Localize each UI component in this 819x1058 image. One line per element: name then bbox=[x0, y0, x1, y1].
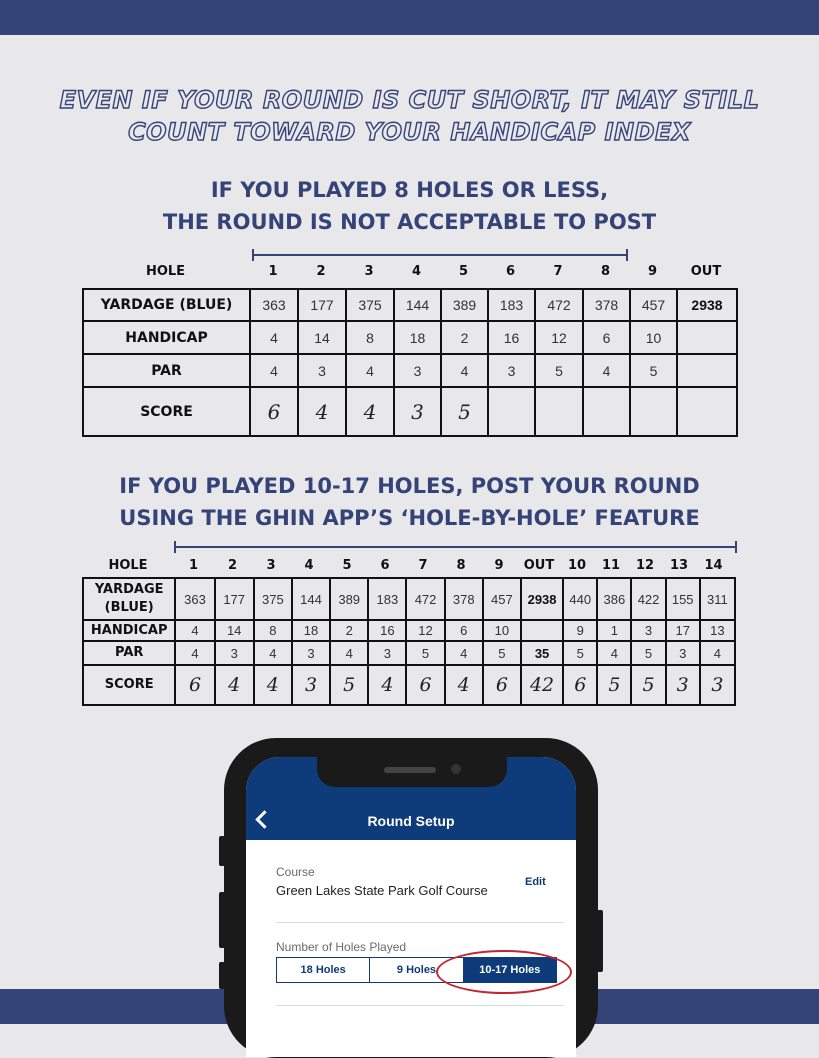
table-cell: 4 bbox=[368, 665, 406, 705]
table-cell bbox=[677, 321, 737, 354]
table-cell: 14 bbox=[298, 321, 346, 354]
hole-number-out: OUT bbox=[523, 558, 555, 573]
hole-number-4: 4 bbox=[411, 264, 422, 279]
table-cell: 422 bbox=[631, 578, 665, 620]
table-cell: 5 bbox=[630, 354, 677, 387]
divider bbox=[276, 922, 564, 923]
hole-header-label: HOLE bbox=[108, 558, 148, 573]
section2-title-line-1: IF YOU PLAYED 10-17 HOLES, POST YOUR ROUND bbox=[119, 474, 700, 498]
hole-number-11: 11 bbox=[601, 558, 621, 573]
phone-speaker bbox=[384, 767, 436, 773]
phone-power-button bbox=[597, 910, 603, 972]
table-cell: 4 bbox=[346, 354, 394, 387]
table-cell: 4 bbox=[250, 321, 298, 354]
table-cell: 4 bbox=[346, 387, 394, 436]
table-cell bbox=[630, 387, 677, 436]
hole-number-6: 6 bbox=[380, 558, 390, 573]
table-cell: 183 bbox=[368, 578, 406, 620]
table-cell: 5 bbox=[563, 641, 597, 665]
table-cell: 42 bbox=[521, 665, 563, 705]
table-cell: 18 bbox=[292, 620, 330, 641]
table-cell: 375 bbox=[254, 578, 292, 620]
table-cell bbox=[677, 354, 737, 387]
table-cell: 144 bbox=[292, 578, 330, 620]
table-cell: 389 bbox=[330, 578, 368, 620]
table-cell: 177 bbox=[298, 289, 346, 321]
table-cell: 3 bbox=[631, 620, 665, 641]
table-cell: 375 bbox=[346, 289, 394, 321]
hole-number-out: OUT bbox=[690, 264, 722, 279]
table-cell: 2938 bbox=[677, 289, 737, 321]
table-cell: 10 bbox=[630, 321, 677, 354]
hole-number-3: 3 bbox=[364, 264, 374, 279]
table-cell: 2 bbox=[441, 321, 488, 354]
hole-number-5: 5 bbox=[458, 264, 469, 279]
table-cell: 144 bbox=[394, 289, 441, 321]
scorecard-10-17-holes bbox=[82, 577, 736, 706]
table-cell: 10 bbox=[483, 620, 521, 641]
table-cell bbox=[583, 387, 630, 436]
hole-number-8: 8 bbox=[456, 558, 466, 573]
hole-number-2: 2 bbox=[316, 264, 326, 279]
hole-number-10: 10 bbox=[567, 558, 587, 573]
row-label: SCORE bbox=[83, 387, 250, 436]
table-cell: 389 bbox=[441, 289, 488, 321]
table-cell: 378 bbox=[583, 289, 630, 321]
hole-number-2: 2 bbox=[227, 558, 238, 573]
table-cell: 3 bbox=[394, 387, 441, 436]
section1-title-line-2: THE ROUND IS NOT ACCEPTABLE TO POST bbox=[162, 210, 657, 234]
row-label: PAR bbox=[83, 354, 250, 387]
table-cell: 3 bbox=[298, 354, 346, 387]
table-cell: 8 bbox=[254, 620, 292, 641]
table-cell: 6 bbox=[563, 665, 597, 705]
table-cell: 457 bbox=[630, 289, 677, 321]
row-label: PAR bbox=[83, 641, 175, 665]
table-cell: 2 bbox=[330, 620, 368, 641]
table-cell: 16 bbox=[368, 620, 406, 641]
table-cell: 6 bbox=[406, 665, 444, 705]
section1-title-line-1: IF YOU PLAYED 8 HOLES OR LESS, bbox=[210, 178, 609, 202]
table-cell: 6 bbox=[583, 321, 630, 354]
option-9-holes[interactable]: 9 Holes bbox=[370, 958, 463, 982]
table-cell: 5 bbox=[631, 641, 665, 665]
hole-number-6: 6 bbox=[505, 264, 516, 279]
table-cell: 4 bbox=[583, 354, 630, 387]
highlight-circle bbox=[436, 950, 572, 994]
table-cell: 5 bbox=[330, 665, 368, 705]
table-cell bbox=[677, 387, 737, 436]
course-value: Green Lakes State Park Golf Course bbox=[276, 883, 488, 898]
option-10-17-holes[interactable]: 10-17 Holes bbox=[464, 958, 556, 982]
hole-number-13: 13 bbox=[669, 558, 689, 573]
hole-number-1: 1 bbox=[188, 558, 199, 573]
table-cell: 1 bbox=[597, 620, 631, 641]
holes-range-bracket-2 bbox=[174, 546, 737, 548]
table-cell: 3 bbox=[666, 665, 700, 705]
headline-line-1: EVEN IF YOUR ROUND IS CUT SHORT, IT MAY STILL bbox=[59, 86, 760, 114]
phone-side-button bbox=[219, 836, 225, 866]
hole-number-5: 5 bbox=[342, 558, 352, 573]
headline-line-2: COUNT TOWARD YOUR HANDICAP INDEX bbox=[128, 118, 691, 146]
hole-number-3: 3 bbox=[266, 558, 276, 573]
table-row bbox=[83, 354, 737, 387]
scorecard-8-holes bbox=[82, 288, 738, 437]
table-cell: 386 bbox=[597, 578, 631, 620]
table-cell: 472 bbox=[406, 578, 444, 620]
table-cell: 363 bbox=[175, 578, 214, 620]
phone-volume-up bbox=[219, 892, 225, 948]
table-cell: 5 bbox=[483, 641, 521, 665]
table-cell: 5 bbox=[406, 641, 444, 665]
table-cell: 4 bbox=[330, 641, 368, 665]
table-cell: 378 bbox=[445, 578, 483, 620]
table-cell: 4 bbox=[445, 641, 483, 665]
table-cell: 12 bbox=[406, 620, 444, 641]
row-label: HANDICAP bbox=[83, 620, 175, 641]
table-cell: 3 bbox=[292, 665, 330, 705]
table-row bbox=[83, 387, 737, 436]
table-cell: 4 bbox=[175, 620, 214, 641]
table-cell: 6 bbox=[483, 665, 521, 705]
table-cell: 6 bbox=[445, 620, 483, 641]
table-row bbox=[83, 641, 735, 665]
phone-volume-down bbox=[219, 962, 225, 989]
option-18-holes[interactable]: 18 Holes bbox=[277, 958, 370, 982]
table-cell: 311 bbox=[700, 578, 735, 620]
table-cell bbox=[488, 387, 535, 436]
table-cell bbox=[535, 387, 583, 436]
table-cell: 3 bbox=[368, 641, 406, 665]
row-label: YARDAGE (BLUE) bbox=[83, 289, 250, 321]
hole-number-14: 14 bbox=[704, 558, 723, 573]
table-cell: 3 bbox=[215, 641, 254, 665]
table-cell: 363 bbox=[250, 289, 298, 321]
table-cell: 155 bbox=[666, 578, 700, 620]
table-row bbox=[83, 578, 735, 620]
table-cell: 18 bbox=[394, 321, 441, 354]
table-cell: 3 bbox=[700, 665, 735, 705]
table-cell: 4 bbox=[254, 641, 292, 665]
holes-played-label: Number of Holes Played bbox=[276, 940, 407, 954]
table-row bbox=[83, 665, 735, 705]
table-row bbox=[83, 289, 737, 321]
table-cell: 5 bbox=[535, 354, 583, 387]
table-cell: 9 bbox=[563, 620, 597, 641]
table-cell: 4 bbox=[175, 641, 214, 665]
table-cell: 6 bbox=[250, 387, 298, 436]
table-cell: 12 bbox=[535, 321, 583, 354]
table-cell: 3 bbox=[488, 354, 535, 387]
table-cell: 3 bbox=[666, 641, 700, 665]
table-cell: 17 bbox=[666, 620, 700, 641]
table-cell: 472 bbox=[535, 289, 583, 321]
table-cell: 5 bbox=[441, 387, 488, 436]
table-row bbox=[83, 321, 737, 354]
top-band bbox=[0, 0, 819, 35]
hole-number-12: 12 bbox=[635, 558, 655, 573]
table-cell: 440 bbox=[563, 578, 597, 620]
row-label: HANDICAP bbox=[83, 321, 250, 354]
table-cell: 5 bbox=[597, 665, 631, 705]
table-cell: 4 bbox=[700, 641, 735, 665]
hole-number-7: 7 bbox=[418, 558, 428, 573]
hole-number-9: 9 bbox=[494, 558, 504, 573]
table-cell: 13 bbox=[700, 620, 735, 641]
table-cell: 4 bbox=[254, 665, 292, 705]
hole-number-7: 7 bbox=[553, 264, 563, 279]
table-cell: 4 bbox=[250, 354, 298, 387]
table-cell bbox=[521, 620, 563, 641]
table-cell: 35 bbox=[521, 641, 563, 665]
hole-header-label: HOLE bbox=[145, 264, 186, 279]
section2-title-line-2: USING THE GHIN APP’S ‘HOLE-BY-HOLE’ FEATURE bbox=[119, 506, 700, 530]
table-cell: 8 bbox=[346, 321, 394, 354]
table-cell: 183 bbox=[488, 289, 535, 321]
hole-number-9: 9 bbox=[647, 264, 658, 279]
table-cell: 4 bbox=[215, 665, 254, 705]
table-cell: 16 bbox=[488, 321, 535, 354]
table-cell: 14 bbox=[215, 620, 254, 641]
table-row bbox=[83, 620, 735, 641]
row-label: YARDAGE (BLUE) bbox=[83, 578, 175, 620]
table-cell: 2938 bbox=[521, 578, 563, 620]
table-cell: 4 bbox=[597, 641, 631, 665]
hole-number-1: 1 bbox=[268, 264, 278, 279]
hole-number-8: 8 bbox=[600, 264, 611, 279]
course-label: Course bbox=[276, 865, 315, 879]
table-cell: 3 bbox=[292, 641, 330, 665]
table-cell: 177 bbox=[215, 578, 254, 620]
row-label: SCORE bbox=[83, 665, 175, 705]
table-cell: 4 bbox=[445, 665, 483, 705]
table-cell: 4 bbox=[298, 387, 346, 436]
table-cell: 457 bbox=[483, 578, 521, 620]
table-cell: 6 bbox=[175, 665, 214, 705]
table-cell: 4 bbox=[441, 354, 488, 387]
table-cell: 3 bbox=[394, 354, 441, 387]
divider-2 bbox=[276, 1005, 564, 1006]
edit-course-link[interactable]: Edit bbox=[525, 876, 546, 888]
phone-camera bbox=[451, 764, 461, 774]
table-cell: 5 bbox=[631, 665, 665, 705]
hole-number-4: 4 bbox=[304, 558, 314, 573]
holes-range-bracket bbox=[252, 254, 628, 256]
app-title: Round Setup bbox=[367, 813, 455, 829]
phone-screen bbox=[246, 757, 576, 1057]
